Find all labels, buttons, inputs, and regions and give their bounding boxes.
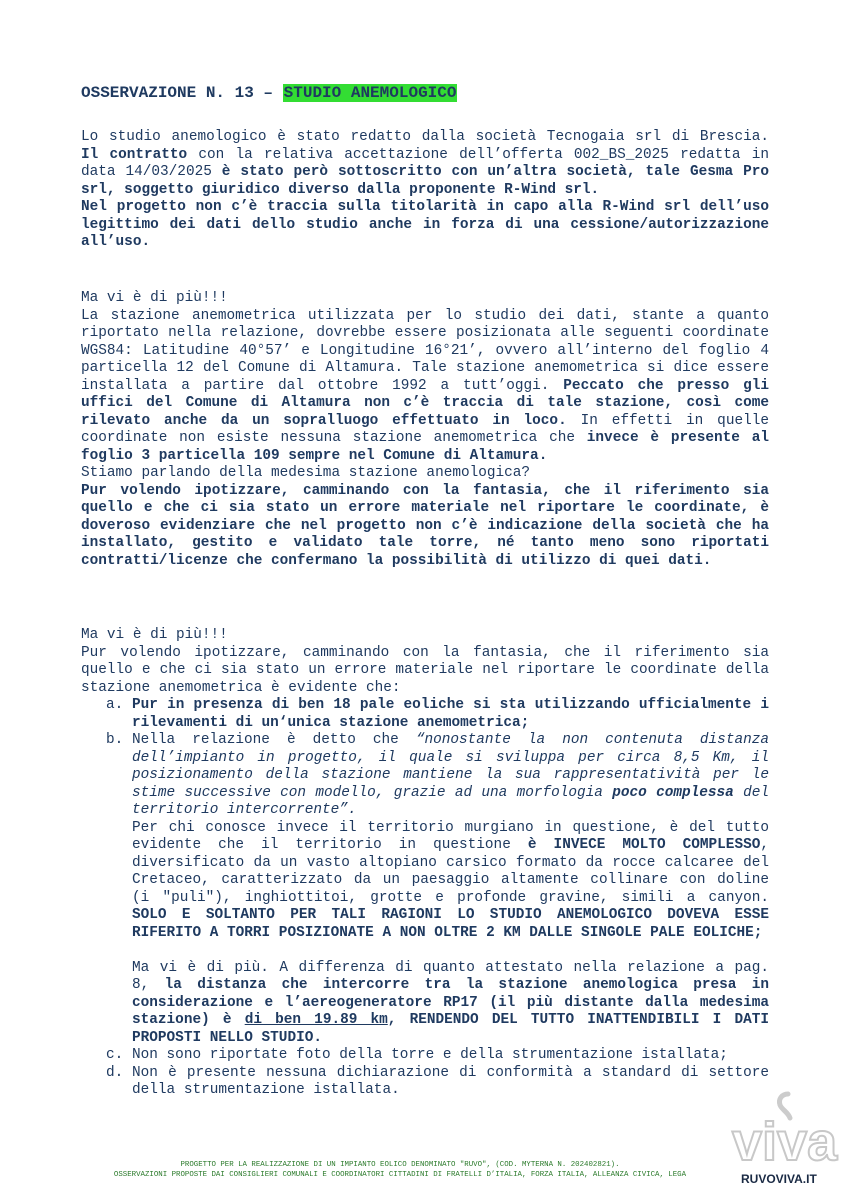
watermark-site[interactable]: RUVOVIVA.IT — [738, 1172, 820, 1186]
evidence-intro: Pur volendo ipotizzare, camminando con la fantasia, che il riferimento sia quello e che ci sia stato un errore materiale nel riportare le coordinate della stazione anemometrica è evidente che: — [81, 644, 769, 696]
list-marker: a. — [106, 697, 124, 713]
footer-line: PROGETTO PER LA REALIZZAZIONE DI UN IMPIANTO EOLICO DENOMINATO "RUVO", (COD. MYTERNA N. 202402821). — [180, 1161, 620, 1169]
station-text: La stazione anemometrica utilizzata per lo studio dei dati, stante a quanto riportato nella relazione, dovrebbe essere posizionata alle seguenti coordinate WGS84: Latitudine 40°57’ e Longitudine 16°21’, ovvero all’interno del foglio 4 particella 12 del Comune di Altamura. Tale stazione anemometrica si dice essere installata a partire dal ottobre 1992 a tutt’oggi. Peccato che presso gli uffici del Comune di Altamura non c’è traccia di tale stazione, così come rilevato anche da un sopralluogo effettuato in loco. In effetti in quelle coordinate non esiste nessuna stazione anemometrica che invece è presente al foglio 3 particella 109 sempre nel Comune di Altamura. — [81, 307, 769, 464]
watermark-logo-text: viva — [732, 1112, 838, 1168]
evidence-list — [81, 697, 769, 1100]
section-heading: Ma vi è di più!!! — [81, 290, 228, 306]
footer-line: OSSERVAZIONI PROPOSTE DAI CONSIGLIERI COMUNALI E COORDINATORI CITTADINI DI FRATELLI D’ITALIA, FORZA ITALIA, ALLEANZA CIVICA, LEGA — [113, 1171, 687, 1179]
list-item: c. Non sono riportate foto della torre e della strumentazione istallata; — [106, 1047, 728, 1063]
title-highlight: STUDIO ANEMOLOGICO — [283, 84, 457, 102]
paragraph-evidence — [81, 627, 769, 1100]
contract-text: Lo studio anemologico è stato redatto dalla società Tecnogaia srl di Brescia. Il contratto con la relativa accettazione dell’offerta 002_BS_2025 redatta in data 14/03/2025 è stato però sottoscritto con un’altra società, tale Gesma Pro srl, soggetto giuridico diverso dalla proponente R-Wind srl. — [81, 129, 770, 198]
contract-ownership-text: Nel progetto non c’è traccia sulla titolarità in capo alla R-Wind srl dell’uso legittimo dei dati dello studio anche in forza di una cessione/autorizzazione all’uso. — [81, 199, 769, 250]
list-item: a. Pur in presenza di ben 18 pale eoliche si sta utilizzando ufficialmente i rilevamenti di un‘unica stazione anemometrica; — [106, 697, 769, 731]
page-footer — [60, 1160, 740, 1180]
viva-logo-watermark — [730, 1088, 842, 1168]
title-prefix: OSSERVAZIONE N. 13 – — [81, 84, 283, 102]
list-item: b. Nella relazione è detto che “nonostante la non contenuta distanza dell’impianto in progetto, il quale si sviluppa per circa 8,5 Km, il posizionamento della stazione mantiene la sua rappresentatività per le stime successive con modello, grazie ad una morfologia poco complessa del territorio intercorrente”. Per chi conosce invece il territorio murgiano in questione, è del tutto evidente che il territorio in questione è INVECE MOLTO COMPLESSO, diversificato da un vasto altopiano carsico formato da rocce calcaree del Cretaceo, caratterizzato da un paesaggio altamente collinare con doline (i "puli"), inghiottitoi, grotte e profonde gravine, simili a canyon. SOLO E SOLTANTO PER TALI RAGIONI LO STUDIO ANEMOLOGICO DOVEVA ESSE RIFERITO A TORRI POSIZIONATE A NON OLTRE 2 KM DALLE SINGOLE PALE EOLICHE; Ma vi è di più. A differenza di quanto attestato nella relazione a pag. 8, la distanza che intercorre tra la stazione anemologica presa in considerazione e l’aereogeneratore RP17 (il più distante dalla medesima stazione) è di ben 19.89 km, RENDENDO DEL TUTTO INATTENDIBILI I DATI PROPOSTI NELLO STUDIO. — [106, 732, 769, 1046]
list-item: d. Non è presente nessuna dichiarazione di conformità a standard di settore della strumentazione istallata. — [106, 1064, 769, 1098]
list-marker: d. — [106, 1064, 124, 1081]
list-marker: c. — [106, 1047, 124, 1063]
page-title — [81, 84, 457, 102]
section-heading: Ma vi è di più!!! — [81, 627, 228, 643]
paragraph-contract — [81, 129, 769, 252]
station-conclusion: Pur volendo ipotizzare, camminando con la fantasia, che il riferimento sia quello e che ci sia stato un errore materiale nel riportare le coordinate, è doveroso evidenziare che nel progetto non c’è indicazione della società che ha installato, gestito e validato tale torre, né tanto meno sono riportati contratti/licenze che confermano la possibilità di utilizzo di quei dati. — [81, 482, 769, 569]
station-question: Stiamo parlando della medesima stazione anemologica? — [81, 465, 531, 481]
list-marker: b. — [106, 732, 124, 748]
paragraph-station — [81, 290, 769, 570]
